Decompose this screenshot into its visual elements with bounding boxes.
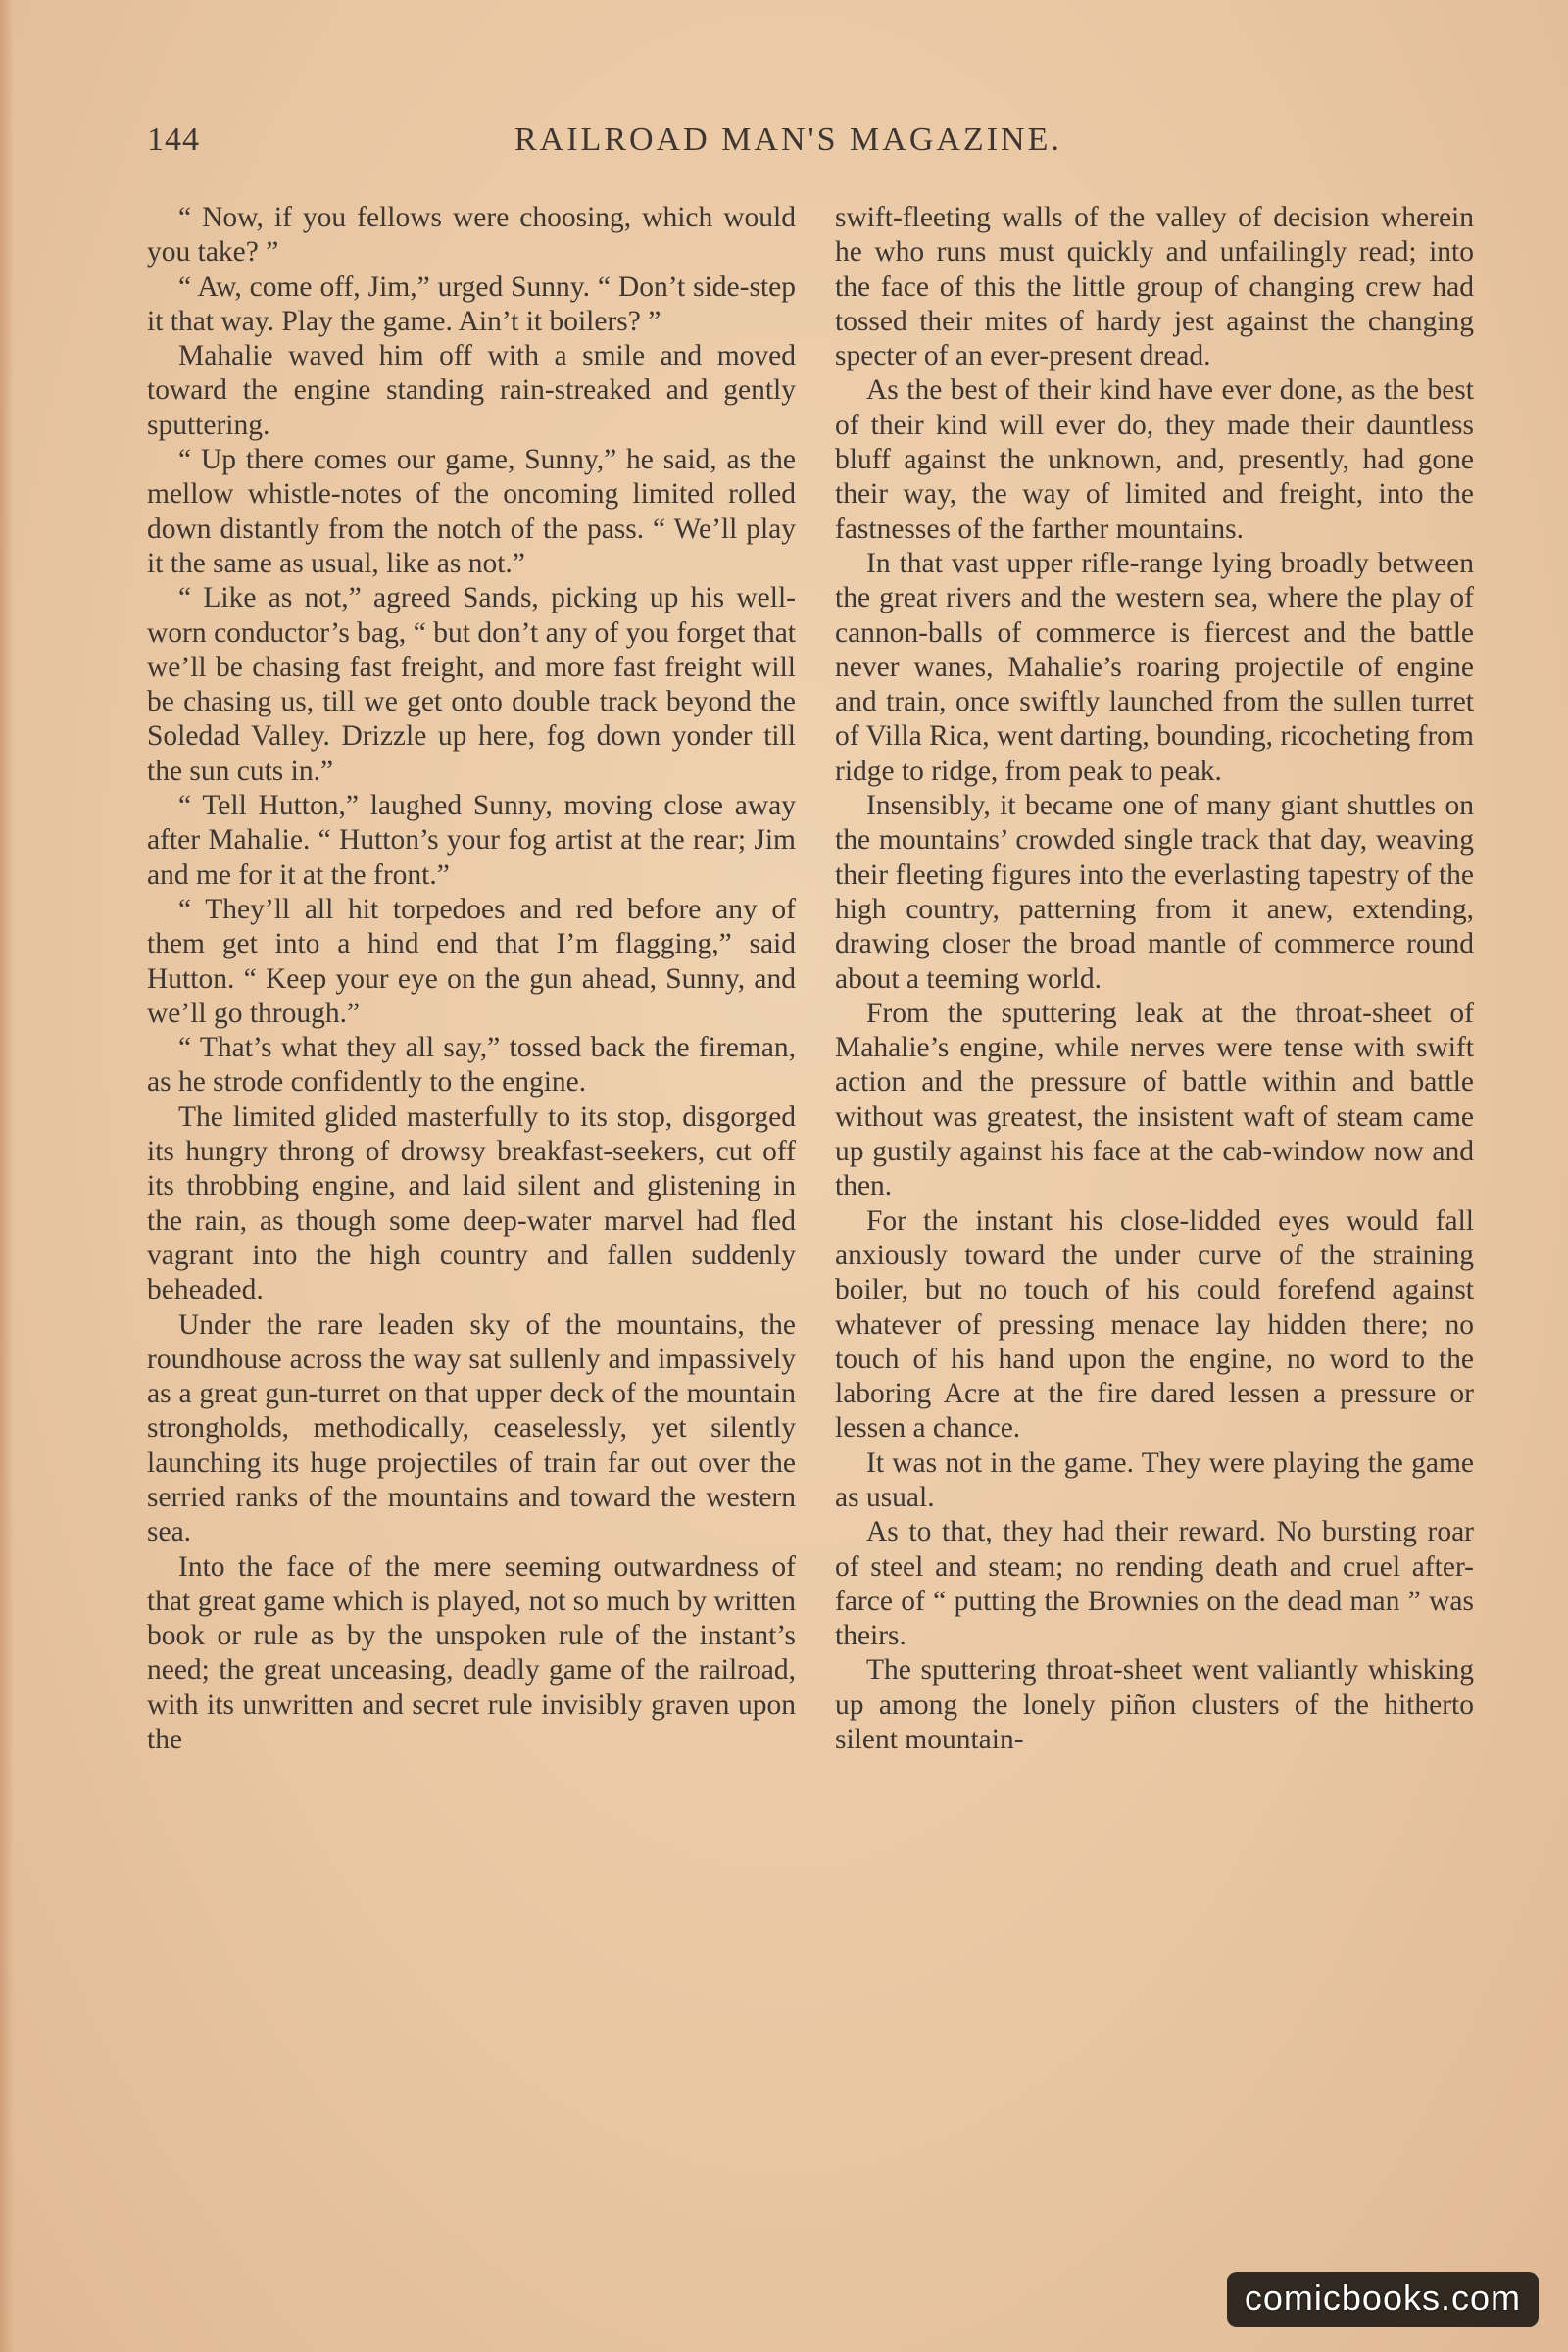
paragraph: It was not in the game. They were playing the game as usual. [835, 1446, 1474, 1513]
paragraph: “ That’s what they all say,” tossed back the fireman, as he strode confidently to the engine. [147, 1032, 796, 1099]
paragraph: Mahalie waved him off with a smile and moved toward the engine standing rain-streaked and gently sputtering. [147, 340, 796, 441]
page-number: 144 [147, 122, 200, 158]
paragraph: Into the face of the mere seeming outwardness of that great game which is played, not so much by written book or rule as by the unspoken rule of the instant’s need; the great unceasing, deadly game of the railroad, with its unwritten and secret rule invisibly graven upon the [147, 1550, 796, 1756]
paragraph: swift-fleeting walls of the valley of decision wherein he who runs must quickly and unfailingly read; into the face of this the little group of changing crew had tossed their mites of hardy jest against the changing specter of an ever-present dread. [835, 202, 1474, 372]
paragraph: Under the rare leaden sky of the mountains, the roundhouse across the way sat sullenly and impassively as a great gun-turret on that upper deck of the mountain strongholds, methodically, ceaselessly, yet silently launching its huge projectiles of train far out over the serried ranks of the mountains and toward the western sea. [147, 1308, 796, 1548]
paragraph: In that vast upper rifle-range lying broadly between the great rivers and the western sea, where the play of cannon-balls of commerce is fiercest and the battle never wanes, Mahalie’s roaring projectile of engine and train, once swiftly launched from the sullen turret of Villa Rica, went darting, bounding, ricocheting from ridge to ridge, from peak to peak. [835, 547, 1474, 787]
paragraph: “ Like as not,” agreed Sands, picking up his well-worn conductor’s bag, “ but don’t any of you forget that we’ll be chasing fast freight, and more fast freight will be chasing us, till we get onto double track beyond the Soledad Valley. Drizzle up here, fog down yonder till the sun cuts in.” [147, 582, 796, 787]
paragraph: The limited glided masterfully to its stop, disgorged its hungry throng of drowsy breakfast-seekers, cut off its throbbing engine, and laid silent and glistening in the rain, as though some deep-water marvel had fled vagrant into the high country and fallen suddenly beheaded. [147, 1101, 796, 1306]
paragraph: “ Up there comes our game, Sunny,” he said, as the mellow whistle-notes of the oncoming limited rolled down distantly from the notch of the pass. “ We’ll play it the same as usual, like as not.” [147, 444, 796, 579]
paragraph: As the best of their kind have ever done, as the best of their kind will ever do, they made their dauntless bluff against the unknown, and, presently, had gone their way, the way of limited and freight, into the fastnesses of the farther mountains. [835, 374, 1474, 545]
paragraph: “ Now, if you fellows were choosing, which would you take? ” [147, 202, 796, 269]
paragraph: “ Tell Hutton,” laughed Sunny, moving close away after Mahalie. “ Hutton’s your fog artist at the rear; Jim and me for it at the front.” [147, 790, 796, 891]
paragraph: “ Aw, come off, Jim,” urged Sunny. “ Don’t side-step it that way. Play the game. Ain’t it boilers? ” [147, 270, 796, 337]
paragraph: The sputtering throat-sheet went valiantly whisking up among the lonely piñon clusters of the hitherto silent mountain- [835, 1654, 1474, 1756]
paragraph: From the sputtering leak at the throat-sheet of Mahalie’s engine, while nerves were tense with swift action and the pressure of battle within and battle without was greatest, the insistent waft of steam came up gustily against his face at the cab-window now and then. [835, 997, 1474, 1202]
paragraph: Insensibly, it became one of many giant shuttles on the mountains’ crowded single track that day, weaving their fleeting figures into the everlasting tapestry of the high country, patterning from it anew, extending, drawing closer the broad mantle of commerce round about a teeming world. [835, 790, 1474, 995]
page-edge-shadow [0, 0, 14, 2352]
running-head [147, 122, 1470, 167]
paragraph: “ They’ll all hit torpedoes and red before any of them get into a hind end that I’m flagging,” said Hutton. “ Keep your eye on the gun ahead, Sunny, and we’ll go through.” [147, 893, 796, 1029]
paragraph: As to that, they had their reward. No bursting roar of steel and steam; no rending death and cruel after-farce of “ putting the Brownies on the dead man ” was theirs. [835, 1516, 1474, 1652]
paragraph: For the instant his close-lidded eyes would fall anxiously toward the under curve of the straining boiler, but no touch of his could forefend against whatever of pressing menace lay hidden there; no touch of his hand upon the engine, no word to the laboring Acre at the fire dared lessen a pressure or lessen a chance. [835, 1204, 1474, 1445]
magazine-title: RAILROAD MAN'S MAGAZINE. [514, 122, 1062, 158]
left-text-column [147, 201, 796, 1757]
site-watermark: comicbooks.com [1227, 2272, 1539, 2327]
right-text-column [835, 201, 1474, 1757]
